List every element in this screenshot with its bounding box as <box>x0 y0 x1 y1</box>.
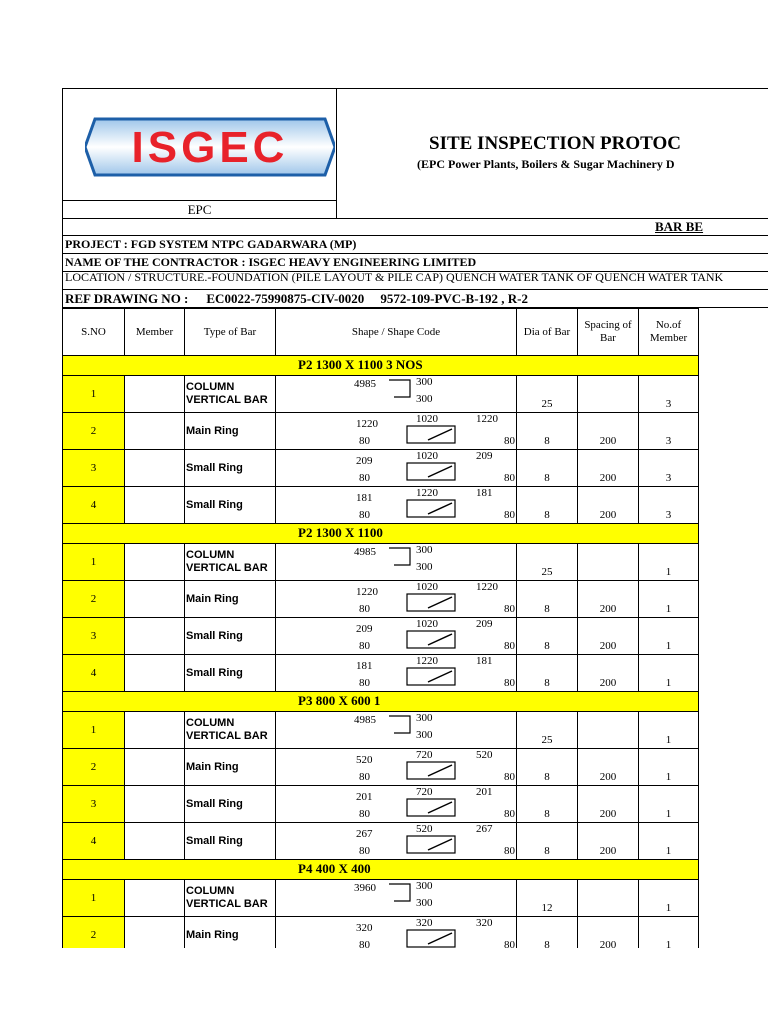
shape-dim-e: 80 <box>504 640 515 652</box>
shape-dim-a: 4985 <box>354 714 376 726</box>
shape-dim-a: 209 <box>356 455 373 467</box>
cell-dia: 8 <box>517 618 578 655</box>
cell-count: 3 <box>639 487 699 524</box>
shape-dim-a: 4985 <box>354 546 376 558</box>
ref-label: REF DRAWING NO : <box>65 291 189 306</box>
cell-member <box>125 917 185 949</box>
shape-dim-d: 80 <box>359 771 370 783</box>
project-line: PROJECT : FGD SYSTEM NTPC GADARWARA (MP) <box>62 236 768 254</box>
shape-dim-b: 320 <box>416 917 433 929</box>
shape-drawing <box>276 581 517 617</box>
shape-dim-d: 80 <box>359 677 370 689</box>
section-label: P4 400 X 400 <box>298 861 371 876</box>
contractor-line: NAME OF THE CONTRACTOR : ISGEC HEAVY ENGINEERING LIMITED <box>62 254 768 272</box>
cell-sno: 1 <box>63 880 125 917</box>
col-header-shape: Shape / Shape Code <box>276 309 517 356</box>
shape-drawing <box>276 786 517 822</box>
page-title: SITE INSPECTION PROTOC <box>429 133 681 154</box>
shape-drawing <box>276 487 517 523</box>
table-row <box>63 917 699 949</box>
section-label: P3 800 X 600 1 <box>298 693 381 708</box>
logo-text: ISGEC <box>131 123 289 172</box>
cell-shape <box>276 581 517 618</box>
shape-dim-a: 3960 <box>354 882 376 894</box>
shape-dim-b: 300 <box>416 712 433 724</box>
cell-member <box>125 880 185 917</box>
cell-member <box>125 413 185 450</box>
cell-spacing: 200 <box>578 655 639 692</box>
shape-drawing <box>276 712 517 748</box>
l-bar-shape <box>276 880 517 916</box>
section-row <box>63 524 699 544</box>
shape-dim-b: 1220 <box>416 655 438 667</box>
cell-count: 1 <box>639 786 699 823</box>
shape-dim-c: 267 <box>476 823 493 835</box>
cell-type: COLUMN VERTICAL BAR <box>185 880 276 917</box>
cell-dia: 25 <box>517 712 578 749</box>
shape-dim-c: 181 <box>476 487 493 499</box>
bar-bending-table <box>62 308 699 948</box>
cell-type: Small Ring <box>185 618 276 655</box>
cell-member <box>125 618 185 655</box>
shape-dim-c: 209 <box>476 618 493 630</box>
cell-sno: 1 <box>63 376 125 413</box>
cell-count: 1 <box>639 823 699 860</box>
shape-drawing <box>276 655 517 691</box>
epc-label: EPC <box>63 201 337 219</box>
cell-count: 3 <box>639 376 699 413</box>
cell-spacing: 200 <box>578 413 639 450</box>
l-bar-shape <box>276 376 517 412</box>
table-header-row <box>63 309 699 356</box>
shape-dim-b: 720 <box>416 749 433 761</box>
shape-drawing <box>276 544 517 580</box>
table-row <box>63 544 699 581</box>
bbs-heading: BAR BE <box>655 219 704 234</box>
cell-spacing <box>578 880 639 917</box>
shape-drawing <box>276 450 517 486</box>
shape-dim-d: 80 <box>359 603 370 615</box>
shape-dim-e: 80 <box>504 771 515 783</box>
shape-dim-e: 80 <box>504 472 515 484</box>
cell-dia: 25 <box>517 544 578 581</box>
shape-drawing <box>276 880 517 916</box>
section-row <box>63 860 699 880</box>
shape-dim-a: 1220 <box>356 586 378 598</box>
cell-sno: 4 <box>63 823 125 860</box>
shape-dim-c: 520 <box>476 749 493 761</box>
shape-dim-c: 201 <box>476 786 493 798</box>
cell-spacing: 200 <box>578 917 639 949</box>
cell-count: 1 <box>639 618 699 655</box>
cell-member <box>125 786 185 823</box>
shape-dim-c: 209 <box>476 450 493 462</box>
shape-dim-d: 80 <box>359 509 370 521</box>
shape-dim-c: 1220 <box>476 413 498 425</box>
shape-dim-b: 300 <box>416 544 433 556</box>
document-header <box>62 88 768 218</box>
cell-member <box>125 749 185 786</box>
shape-dim-c: 320 <box>476 917 493 929</box>
shape-dim-b: 1020 <box>416 413 438 425</box>
cell-shape <box>276 450 517 487</box>
cell-type: COLUMN VERTICAL BAR <box>185 376 276 413</box>
cell-type: Small Ring <box>185 450 276 487</box>
cell-spacing: 200 <box>578 749 639 786</box>
shape-drawing <box>276 413 517 449</box>
shape-dim-e: 80 <box>504 603 515 615</box>
cell-type: Small Ring <box>185 786 276 823</box>
shape-drawing <box>276 749 517 785</box>
cell-dia: 8 <box>517 413 578 450</box>
cell-dia: 8 <box>517 823 578 860</box>
cell-spacing <box>578 712 639 749</box>
cell-spacing <box>578 544 639 581</box>
shape-dim-e: 80 <box>504 939 515 948</box>
cell-count: 1 <box>639 917 699 949</box>
cell-type: Small Ring <box>185 487 276 524</box>
cell-shape <box>276 786 517 823</box>
shape-drawing <box>276 376 517 412</box>
cell-spacing: 200 <box>578 487 639 524</box>
shape-drawing <box>276 917 517 948</box>
shape-dim-b: 1020 <box>416 581 438 593</box>
shape-dim-c: 181 <box>476 655 493 667</box>
cell-shape <box>276 376 517 413</box>
cell-shape <box>276 544 517 581</box>
shape-dim-c: 300 <box>416 729 433 741</box>
cell-dia: 8 <box>517 450 578 487</box>
shape-dim-a: 181 <box>356 492 373 504</box>
shape-dim-b: 720 <box>416 786 433 798</box>
shape-drawing <box>276 618 517 654</box>
shape-dim-c: 300 <box>416 561 433 573</box>
cell-sno: 3 <box>63 786 125 823</box>
cell-member <box>125 487 185 524</box>
shape-dim-d: 80 <box>359 845 370 857</box>
cell-type: Main Ring <box>185 581 276 618</box>
ref-drawing-line <box>62 290 768 308</box>
shape-dim-b: 300 <box>416 376 433 388</box>
shape-dim-a: 267 <box>356 828 373 840</box>
cell-dia: 8 <box>517 917 578 949</box>
shape-dim-b: 1020 <box>416 618 438 630</box>
shape-dim-e: 80 <box>504 435 515 447</box>
cell-spacing <box>578 376 639 413</box>
l-bar-shape <box>276 712 517 748</box>
cell-sno: 2 <box>63 413 125 450</box>
title-cell <box>337 89 768 219</box>
cell-count: 1 <box>639 655 699 692</box>
cell-shape <box>276 712 517 749</box>
shape-drawing <box>276 823 517 859</box>
cell-spacing: 200 <box>578 581 639 618</box>
table-row <box>63 413 699 450</box>
table-row <box>63 655 699 692</box>
shape-dim-e: 80 <box>504 845 515 857</box>
cell-sno: 3 <box>63 450 125 487</box>
section-row <box>63 356 699 376</box>
section-row <box>63 692 699 712</box>
cell-dia: 8 <box>517 786 578 823</box>
cell-sno: 4 <box>63 487 125 524</box>
cell-shape <box>276 487 517 524</box>
shape-dim-a: 181 <box>356 660 373 672</box>
cell-count: 1 <box>639 712 699 749</box>
table-row <box>63 823 699 860</box>
section-label: P2 1300 X 1100 <box>298 525 383 540</box>
logo-cell <box>63 89 337 201</box>
cell-shape <box>276 413 517 450</box>
col-header-type: Type of Bar <box>185 309 276 356</box>
col-header-sno: S.NO <box>63 309 125 356</box>
cell-spacing: 200 <box>578 450 639 487</box>
col-header-member: Member <box>125 309 185 356</box>
ref-value: EC0022-75990875-CIV-0020 <box>206 291 365 306</box>
shape-dim-d: 80 <box>359 640 370 652</box>
col-header-dia: Dia of Bar <box>517 309 578 356</box>
cell-member <box>125 450 185 487</box>
cell-type: Main Ring <box>185 413 276 450</box>
cell-count: 1 <box>639 749 699 786</box>
cell-count: 1 <box>639 880 699 917</box>
cell-sno: 4 <box>63 655 125 692</box>
cell-dia: 25 <box>517 376 578 413</box>
cell-type: Main Ring <box>185 749 276 786</box>
cell-sno: 3 <box>63 618 125 655</box>
shape-dim-d: 80 <box>359 808 370 820</box>
shape-dim-d: 80 <box>359 939 370 948</box>
cell-shape <box>276 618 517 655</box>
section-label: P2 1300 X 1100 3 NOS <box>298 357 423 372</box>
cell-sno: 2 <box>63 749 125 786</box>
cell-count: 1 <box>639 544 699 581</box>
cell-spacing: 200 <box>578 823 639 860</box>
ref-value-2: 9572-109-PVC-B-192 , R-2 <box>380 291 528 306</box>
shape-dim-b: 1020 <box>416 450 438 462</box>
cell-member <box>125 544 185 581</box>
table-row <box>63 618 699 655</box>
cell-type: COLUMN VERTICAL BAR <box>185 544 276 581</box>
cell-member <box>125 581 185 618</box>
cell-sno: 2 <box>63 917 125 949</box>
shape-dim-d: 80 <box>359 472 370 484</box>
table-row <box>63 487 699 524</box>
cell-shape <box>276 655 517 692</box>
shape-dim-c: 1220 <box>476 581 498 593</box>
cell-count: 3 <box>639 450 699 487</box>
cell-dia: 8 <box>517 487 578 524</box>
location-line: LOCATION / STRUCTURE.-FOUNDATION (PILE LAYOUT & PILE CAP) QUENCH WATER TANK OF QUENCH WATER TANK <box>62 272 768 290</box>
cell-count: 1 <box>639 581 699 618</box>
shape-dim-e: 80 <box>504 677 515 689</box>
cell-sno: 1 <box>63 544 125 581</box>
cell-sno: 2 <box>63 581 125 618</box>
cell-sno: 1 <box>63 712 125 749</box>
shape-dim-a: 209 <box>356 623 373 635</box>
cell-type: COLUMN VERTICAL BAR <box>185 712 276 749</box>
shape-dim-d: 80 <box>359 435 370 447</box>
cell-dia: 8 <box>517 749 578 786</box>
cell-member <box>125 655 185 692</box>
table-row <box>63 712 699 749</box>
table-row <box>63 376 699 413</box>
cell-dia: 8 <box>517 581 578 618</box>
cell-shape <box>276 917 517 949</box>
table-row <box>63 786 699 823</box>
shape-dim-b: 1220 <box>416 487 438 499</box>
table-row <box>63 880 699 917</box>
shape-dim-c: 300 <box>416 393 433 405</box>
cell-type: Main Ring <box>185 917 276 949</box>
cell-spacing: 200 <box>578 786 639 823</box>
shape-dim-a: 1220 <box>356 418 378 430</box>
cell-type: Small Ring <box>185 823 276 860</box>
cell-type: Small Ring <box>185 655 276 692</box>
cell-dia: 8 <box>517 655 578 692</box>
col-header-count: No.of Member <box>639 309 699 356</box>
inspection-sheet <box>62 88 768 948</box>
shape-dim-b: 520 <box>416 823 433 835</box>
cell-member <box>125 823 185 860</box>
shape-dim-a: 320 <box>356 922 373 934</box>
bbs-heading-row <box>62 218 768 236</box>
page-subtitle: (EPC Power Plants, Boilers & Sugar Machinery D <box>417 157 675 171</box>
col-header-spacing: Spacing of Bar <box>578 309 639 356</box>
shape-dim-b: 300 <box>416 880 433 892</box>
shape-dim-e: 80 <box>504 808 515 820</box>
cell-shape <box>276 823 517 860</box>
shape-dim-a: 4985 <box>354 378 376 390</box>
cell-count: 3 <box>639 413 699 450</box>
cell-spacing: 200 <box>578 618 639 655</box>
cell-member <box>125 712 185 749</box>
shape-dim-e: 80 <box>504 509 515 521</box>
cell-member <box>125 376 185 413</box>
table-row <box>63 749 699 786</box>
shape-dim-a: 201 <box>356 791 373 803</box>
cell-dia: 12 <box>517 880 578 917</box>
table-row <box>63 581 699 618</box>
table-row <box>63 450 699 487</box>
isgec-logo <box>85 107 335 187</box>
l-bar-shape <box>276 544 517 580</box>
shape-dim-a: 520 <box>356 754 373 766</box>
cell-shape <box>276 880 517 917</box>
shape-dim-c: 300 <box>416 897 433 909</box>
cell-shape <box>276 749 517 786</box>
